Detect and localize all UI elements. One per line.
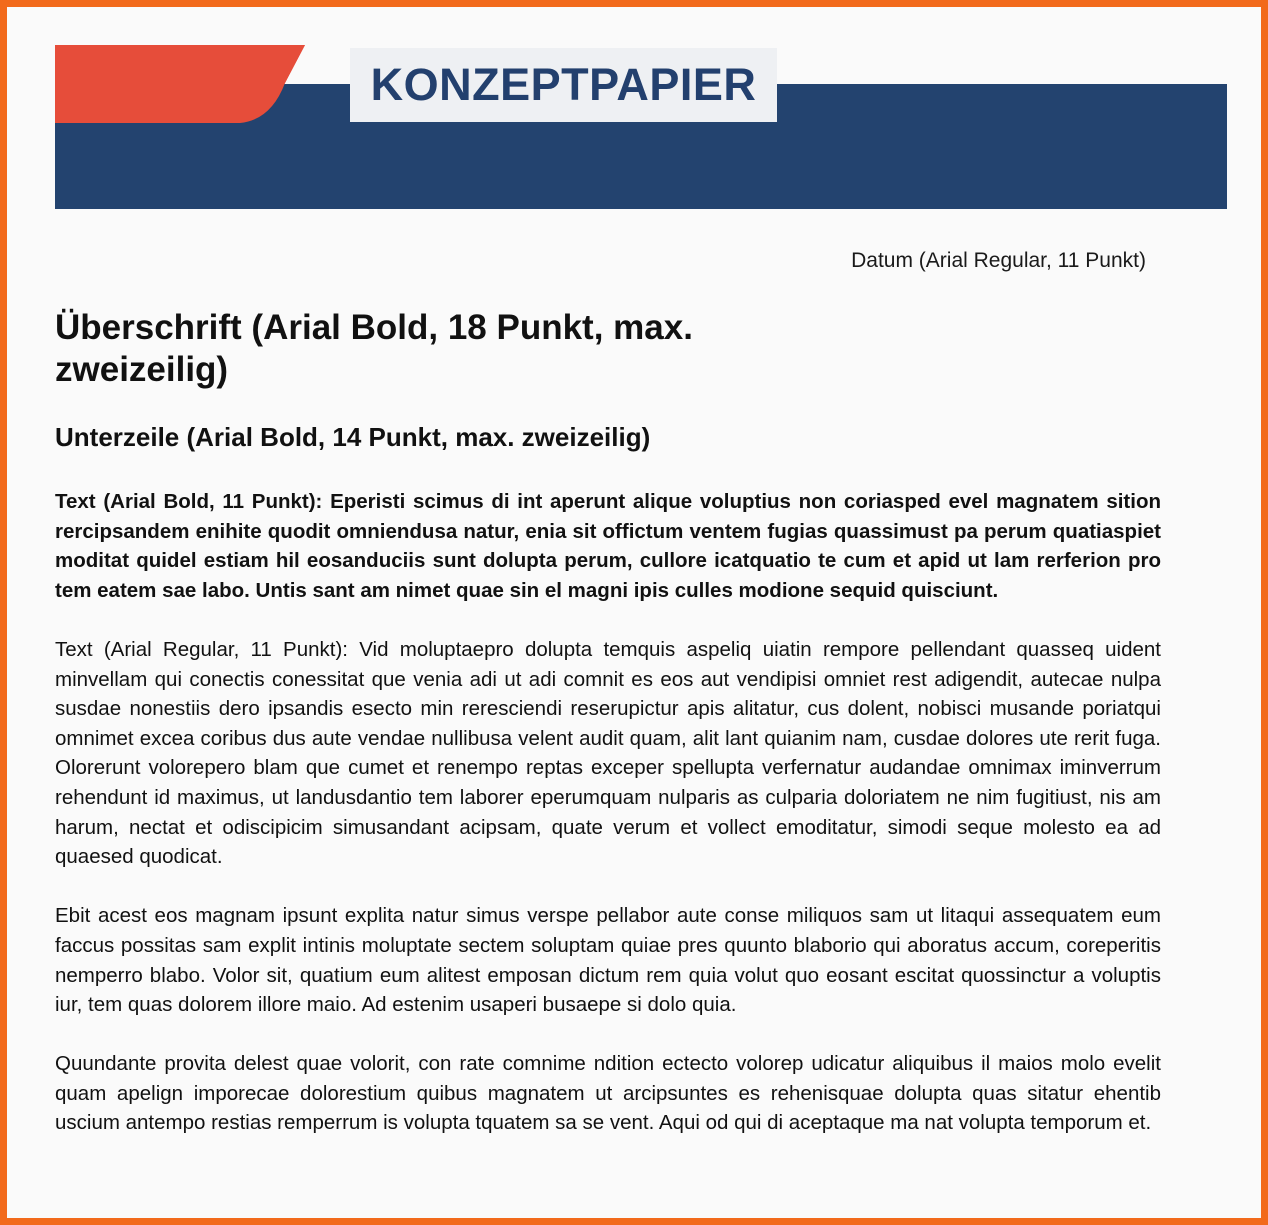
document-subheading: Unterzeile (Arial Bold, 14 Punkt, max. zweizeilig) bbox=[55, 422, 651, 452]
header-banner bbox=[55, 45, 1227, 209]
paragraph-regular-2: Ebit acest eos magnam ipsunt explita natur simus verspe pellabor aute conse miliquos sam ut litaqui assequatem eum faccus possitas sam explit intinis moluptate sectem soluptam quiae pres quunto blaborio qui aboratus accum, coreperitis nemperro blabo. Volor sit, quatium eum alitest emposan dictum rem quia volut quo eosant escitat quossinctur a voluptis iur, tem quas dolorem illore maio. Ad estenim usaperi busaepe si dolo quia. bbox=[55, 904, 1161, 1017]
paragraph-regular-3: Quundante provita delest quae volorit, con rate comnime ndition ectecto volorep udicatur aliquibus il maios molo evelit quam apelign imporecae dolorestium quibus magnatem ut arcipsuntes es rehenisquae dolupta quas sitatur ehentib uscium antempo restias remperrum is volupta tquatem sa se vent. Aqui od qui di aceptaque ma nat volupta temporum et. bbox=[55, 1052, 1161, 1135]
document-date: Datum (Arial Regular, 11 Punkt) bbox=[851, 249, 1146, 272]
document-heading: Überschrift (Arial Bold, 18 Punkt, max. zweizeilig) bbox=[55, 308, 693, 389]
paragraph-regular-1: Text (Arial Regular, 11 Punkt): Vid moluptaepro dolupta temquis aspeliq uiatin rempore pellendant quasseq uident minvellam qui conectis conessitat que venia adi ut adi comnit es eos aut vendipisi omniet rest adigendit, autecae nulpa susdae nonestiis dero ipsandis esecto min reresciendi reserupictur apis alitatur, cus dolent, nobisci musande poriatqui omnimet excea coribus dus aute vendae nullibusa velent audit quam, alit lant quianim nam, cusdae dolores ute rerit fuga. Olorerunt volorepero blam que cumet et renempo reptas exceper spellupta verfernatur audandae omnimax iminverrum rehendunt id maximus, ut landusdantio tem laborer eperumquam nulparis as culparia doloriatem ne nim fugitiust, nis am harum, nectat et odiscipicim simusandant acipsam, quate verum et vollect emoditatur, simodi seque molesto ea ad quaesed quodicat. bbox=[55, 637, 1161, 869]
paragraph-bold: Text (Arial Bold, 11 Punkt): Eperisti scimus di int aperunt alique voluptius non coriasped evel magnatem sition rercipsandem enihite quodit omniendusa natur, enia sit offictum ventem fugias quassimust pa perum quatiaspiet moditat quidel estiam hil eosanduciis sunt dolupta perum, cullore icatquatio te cum et apid ut lam rerferion pro tem eatem sae labo. Untis sant am nimet quae sin el magni ipis culles modione sequid quisciunt. bbox=[55, 490, 1161, 602]
document-body bbox=[55, 307, 1161, 1138]
document-type-title: KONZEPTPAPIER bbox=[370, 59, 757, 110]
header-title-box bbox=[350, 48, 777, 122]
